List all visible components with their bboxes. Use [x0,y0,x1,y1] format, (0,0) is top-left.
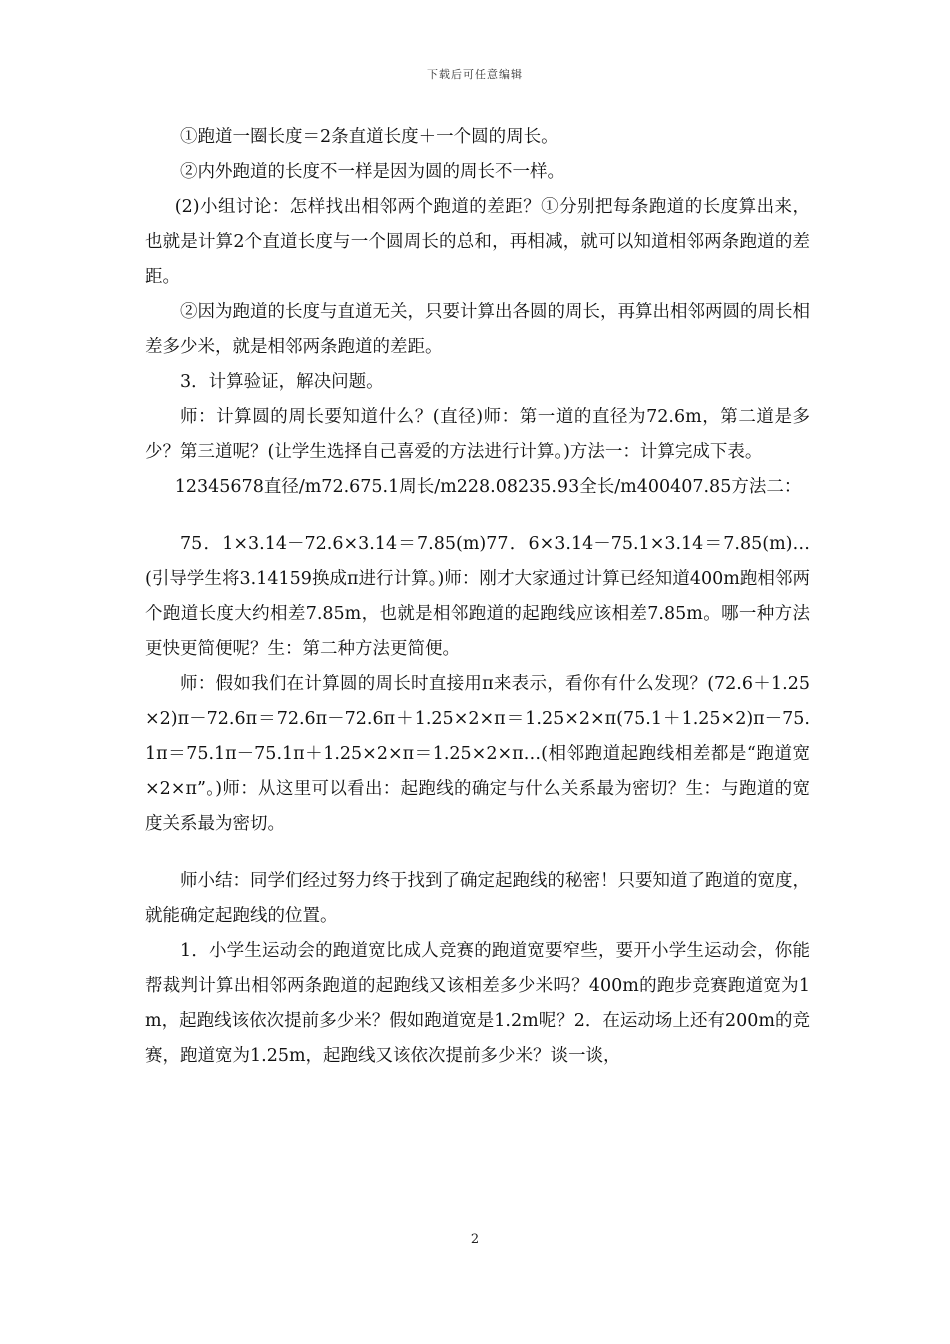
page-header: 下载后可任意编辑 [427,68,523,81]
paragraph-table-data: 12345678直径/m72.675.1周长/m228.08235.93全长/m400407.85方法二： [174,477,802,497]
paragraph-pi-discovery: 师：假如我们在计算圆的周长时直接用π来表示，看你有什么发现？(72.6＋1.25×2)π－72.6π＝72.6π－72.6π＋1.25×2×π＝1.25×2×π(75.1＋1.25×2)π－75.1π＝75.1π－75.1π＋1.25×2×π＝1.25×2×π…(相邻跑道起跑线相差都是“跑道宽×2×π”。)师：从这里可以看出：起跑线的确定与什么关系最为密切？生：与跑道的宽度关系最为密切。 [145,674,810,834]
paragraph-step-3: 3．计算验证，解决问题。 [180,372,384,392]
paragraph-teacher-question: 师：计算圆的周长要知道什么？(直径)师：第一道的直径为72.6m，第二道是多少？第三道呢？(让学生选择自己喜爱的方法进行计算。)方法一：计算完成下表。 [145,407,810,462]
paragraph-group-discussion: (2)小组讨论：怎样找出相邻两个跑道的差距？①分别把每条跑道的长度算出来，也就是计算2个直道长度与一个圆周长的总和，再相减，就可以知道相邻两条跑道的差距。 [145,197,810,287]
paragraph-summary: 师小结：同学们经过努力终于找到了确定起跑线的秘密！只要知道了跑道的宽度，就能确定起跑线的位置。 [145,871,810,926]
paragraph-exercise: 1．小学生运动会的跑道宽比成人竞赛的跑道宽要窄些，要开小学生运动会，你能帮裁判计算出相邻两条跑道的起跑线又该相差多少米吗？400m的跑步竞赛跑道宽为1m，起跑线该依次提前多少米？假如跑道宽是1.2m呢？2．在运动场上还有200m的竞赛，跑道宽为1.25m，起跑线又该依次提前多少米？谈一谈， [145,941,810,1066]
paragraph-inner-outer: ②内外跑道的长度不一样是因为圆的周长不一样。 [180,162,565,182]
paragraph-method-two: 75．1×3.14－72.6×3.14＝7.85(m)77．6×3.14－75.1×3.14＝7.85(m)…(引导学生将3.14159换成π进行计算。)师：刚才大家通过计算已经知道400m跑相邻两个跑道长度大约相差7.85m，也就是相邻跑道的起跑线应该相差7.85m。哪一种方法更快更简便呢？生：第二种方法更简便。 [145,534,810,659]
document-body [145,120,810,1074]
paragraph-track-length: ①跑道一圈长度＝2条直道长度＋一个圆的周长。 [180,127,559,147]
page-number: 2 [470,1232,480,1247]
paragraph-circle-difference: ②因为跑道的长度与直道无关，只要计算出各圆的周长，再算出相邻两圆的周长相差多少米，就是相邻两条跑道的差距。 [145,302,810,357]
